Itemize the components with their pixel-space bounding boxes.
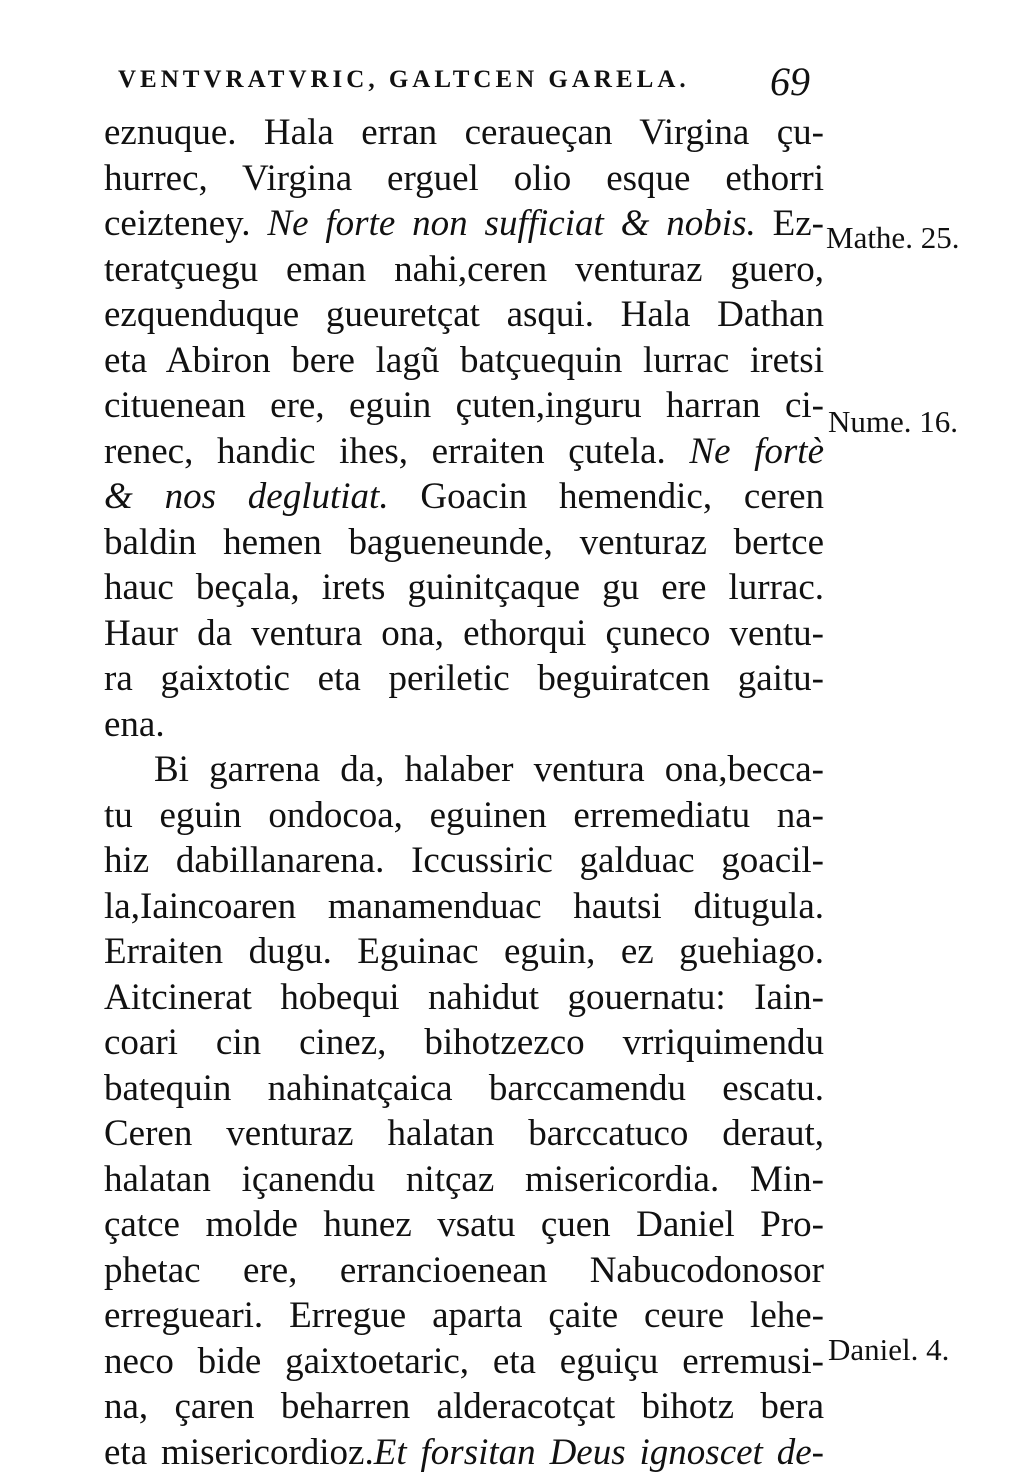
- line-text: ra gaixtotic eta periletic beguiratcen gaitu-: [104, 658, 824, 699]
- text-line: [104, 474, 824, 520]
- line-text: na, çaren beharren alderacotçat bihotz bera: [104, 1386, 824, 1427]
- margin-note-daniel: Daniel. 4.: [828, 1332, 949, 1368]
- running-title: VENTVRATVRIC, GALTCEN GARELA.: [118, 66, 690, 94]
- line-text: halatan içanendu nitçaz misericordia. Min-: [104, 1159, 824, 1200]
- text-line: [104, 201, 824, 247]
- line-text: tu eguin ondocoa, eguinen erremediatu na-: [104, 795, 824, 836]
- text-line: [104, 1248, 824, 1294]
- line-text: Haur da ventura ona, ethorqui çuneco ventu-: [104, 613, 824, 654]
- line-text: Bi garrena da, halaber ventura ona,becca-: [154, 749, 824, 790]
- line-text: hurrec, Virgina erguel olio esque ethorri: [104, 158, 824, 199]
- line-text: Goacin hemendic, ceren: [389, 476, 824, 517]
- line-text: ceizteney.: [104, 203, 267, 244]
- latin-quotation: & nos deglutiat.: [104, 476, 389, 517]
- text-line: [104, 1202, 824, 1248]
- text-line: [104, 1293, 824, 1339]
- latin-quotation: Ne fortè: [689, 431, 824, 472]
- running-head: [108, 58, 818, 104]
- text-line: [104, 656, 824, 702]
- line-text: coari cin cinez, bihotzezco vrriquimendu: [104, 1022, 824, 1063]
- text-line: [104, 1384, 824, 1430]
- line-text: ena.: [104, 704, 165, 745]
- margin-note-numbers: Nume. 16.: [828, 404, 958, 440]
- text-line: [104, 565, 824, 611]
- line-text: phetac ere, errancioenean Nabucodonosor: [104, 1250, 824, 1291]
- page-number: 69: [770, 58, 810, 105]
- text-line: [104, 247, 824, 293]
- text-line: [104, 1111, 824, 1157]
- text-line: [104, 611, 824, 657]
- line-text: çatce molde hunez vsatu çuen Daniel Pro-: [104, 1204, 824, 1245]
- text-line: [104, 929, 824, 975]
- margin-note-mathew: Mathe. 25.: [826, 220, 959, 256]
- text-line: [104, 429, 824, 475]
- line-text: baldin hemen bagueneunde, venturaz bertce: [104, 522, 824, 563]
- text-line: [104, 338, 824, 384]
- text-line: [104, 1430, 824, 1475]
- line-text: eznuque. Hala erran ceraueçan Virgina çu-: [104, 112, 824, 153]
- line-text: Ez-: [756, 203, 824, 244]
- line-text: hiz dabillanarena. Iccussiric galduac goacil-: [104, 840, 824, 881]
- line-text: hauc beçala, irets guinitçaque gu ere lurrac.: [104, 567, 824, 608]
- line-text: cituenean ere, eguin çuten,inguru harran ci-: [104, 385, 824, 426]
- line-text: neco bide gaixtoetaric, eta eguiçu erremusi-: [104, 1341, 824, 1382]
- text-line: [104, 838, 824, 884]
- text-line: [104, 1020, 824, 1066]
- line-text: erregueari. Erregue aparta çaite ceure lehe-: [104, 1295, 824, 1336]
- text-line: [104, 156, 824, 202]
- text-line: [104, 292, 824, 338]
- latin-quotation: Et forsitan Deus ignoscet de-: [374, 1432, 824, 1473]
- text-line: [104, 884, 824, 930]
- line-text: Ceren venturaz halatan barccatuco deraut,: [104, 1113, 824, 1154]
- body-text: [104, 110, 824, 1475]
- line-text: eta Abiron bere lagũ batçuequin lurrac iretsi: [104, 340, 824, 381]
- text-line: [104, 793, 824, 839]
- text-line: [104, 1066, 824, 1112]
- text-line: [104, 110, 824, 156]
- text-line: [104, 383, 824, 429]
- line-text: Erraiten dugu. Eguinac eguin, ez guehiago.: [104, 931, 824, 972]
- line-text: eta misericordioz.: [104, 1432, 374, 1473]
- text-line: [104, 1157, 824, 1203]
- line-text: batequin nahinatçaica barccamendu escatu.: [104, 1068, 824, 1109]
- text-line: [104, 975, 824, 1021]
- latin-quotation: Ne forte non sufficiat & nobis.: [267, 203, 755, 244]
- line-text: ezquenduque gueuretçat asqui. Hala Dathan: [104, 294, 824, 335]
- text-line: [104, 520, 824, 566]
- line-text: Aitcinerat hobequi nahidut gouernatu: Iain-: [104, 977, 824, 1018]
- line-text: renec, handic ihes, erraiten çutela.: [104, 431, 689, 472]
- text-line: [104, 747, 824, 793]
- line-text: la,Iaincoaren manamenduac hautsi ditugula.: [104, 886, 824, 927]
- text-line: [104, 702, 824, 748]
- text-line: [104, 1339, 824, 1385]
- line-text: teratçuegu eman nahi,ceren venturaz guero,: [104, 249, 824, 290]
